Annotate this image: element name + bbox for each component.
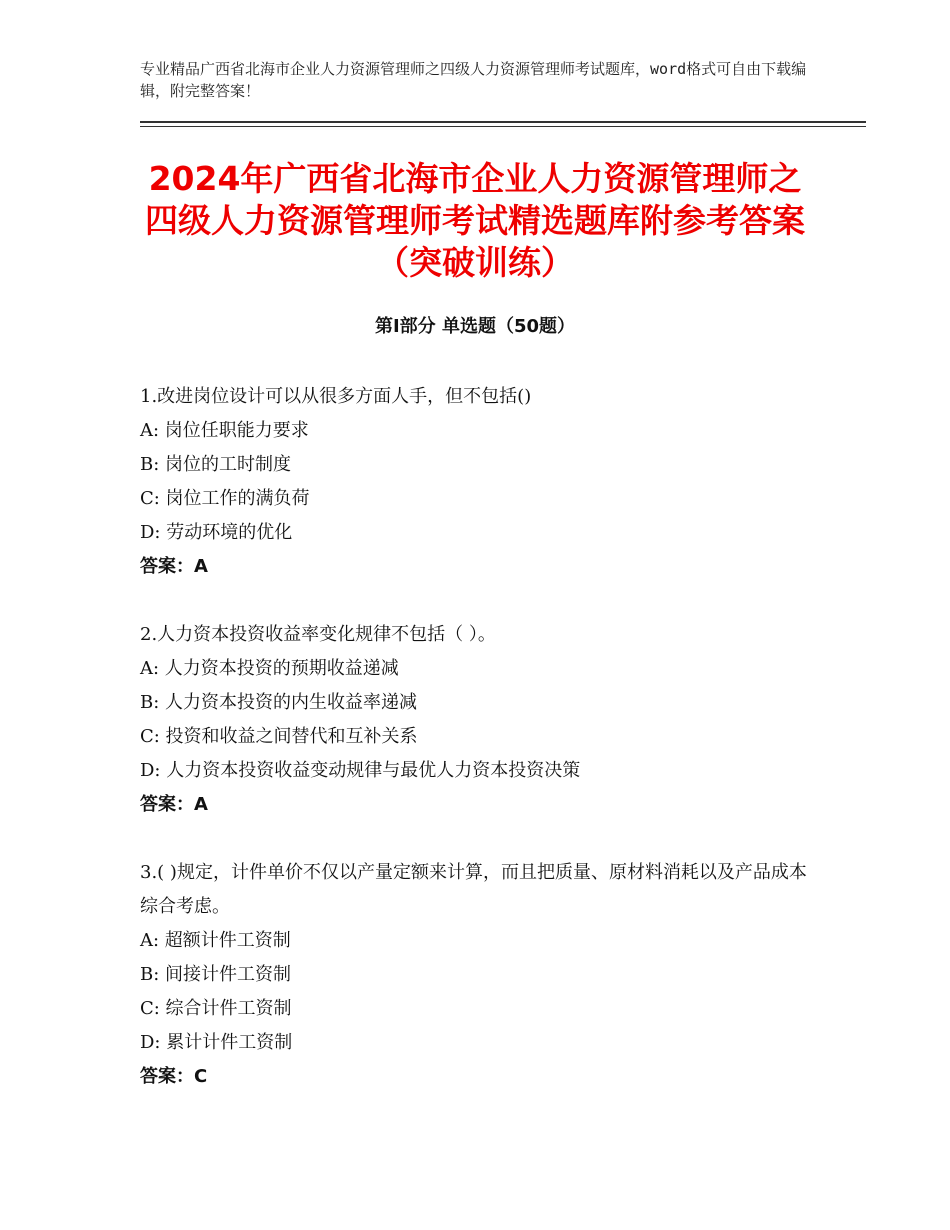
option-c: C: 岗位工作的满负荷 <box>140 488 310 509</box>
answer: 答案：C <box>140 1066 208 1087</box>
header-note: 专业精品广西省北海市企业人力资源管理师之四级人力资源管理师考试题库，word格式可自由下载编辑，附完整答案！ <box>140 60 807 100</box>
option-a: A: 岗位任职能力要求 <box>140 420 309 441</box>
question-list <box>140 380 810 1128</box>
section-title: 第Ⅰ部分 单选题（50题） <box>374 316 575 337</box>
option-c: C: 综合计件工资制 <box>140 998 292 1019</box>
answer: 答案：A <box>140 794 208 815</box>
option-a: A: 人力资本投资的预期收益递减 <box>140 658 399 679</box>
question-1 <box>140 380 810 584</box>
option-d: D: 人力资本投资收益变动规律与最优人力资本投资决策 <box>140 760 581 781</box>
answer: 答案：A <box>140 556 208 577</box>
question-2 <box>140 618 810 822</box>
question-stem: 1.改进岗位设计可以从很多方面人手，但不包括() <box>140 386 532 407</box>
option-b: B: 人力资本投资的内生收益率递减 <box>140 692 418 713</box>
question-3 <box>140 856 810 1094</box>
option-b: B: 间接计件工资制 <box>140 964 292 985</box>
document-title: 2024年广西省北海市企业人力资源管理师之四级人力资源管理师考试精选题库附参考答案（突破训练） <box>145 159 805 282</box>
header-rule-thick <box>140 121 866 123</box>
question-stem: 3.( )规定，计件单价不仅以产量定额来计算，而且把质量、原材料消耗以及产品成本综合考虑。 <box>140 862 807 917</box>
option-b: B: 岗位的工时制度 <box>140 454 292 475</box>
header-rule-thin <box>140 126 866 127</box>
question-stem: 2.人力资本投资收益率变化规律不包括（ ）。 <box>140 624 496 645</box>
option-d: D: 劳动环境的优化 <box>140 522 293 543</box>
option-d: D: 累计计件工资制 <box>140 1032 293 1053</box>
option-a: A: 超额计件工资制 <box>140 930 291 951</box>
option-c: C: 投资和收益之间替代和互补关系 <box>140 726 418 747</box>
